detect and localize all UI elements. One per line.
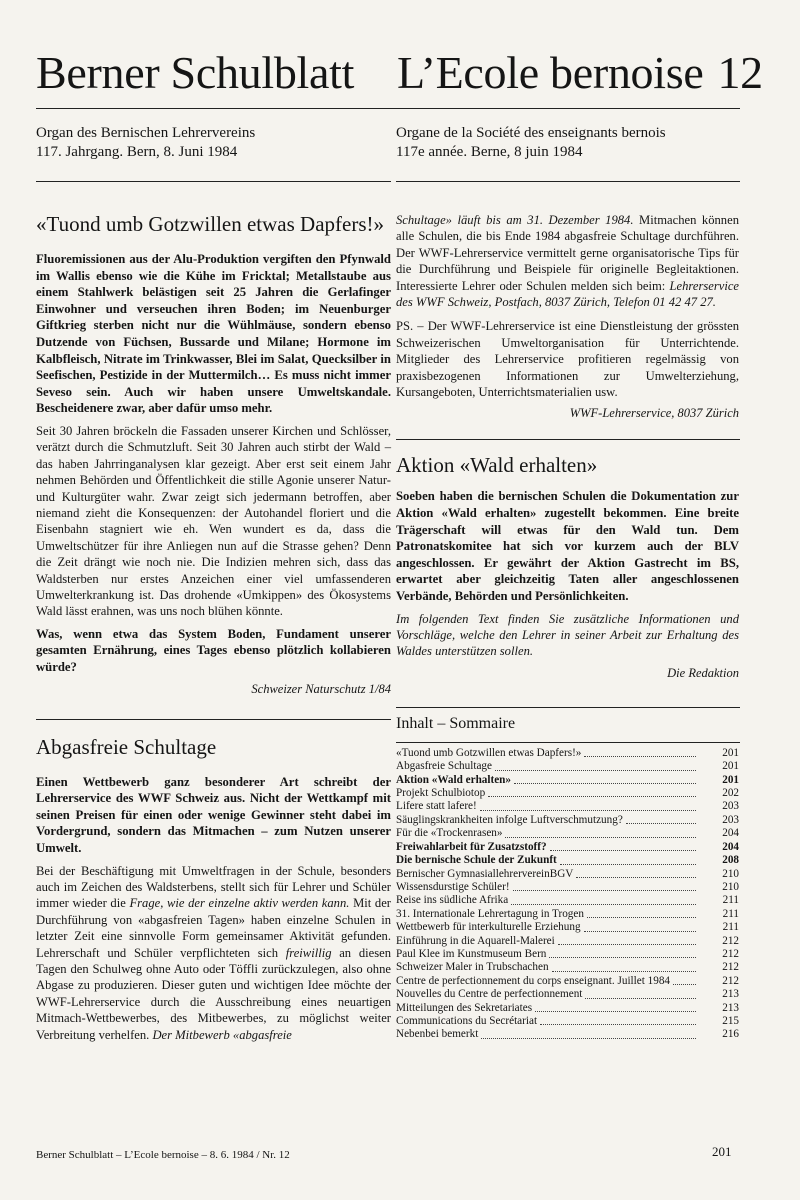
masthead-right: [397, 46, 763, 100]
toc-item-page: 204: [722, 840, 739, 853]
divider-right-1: [396, 439, 740, 440]
article-schultage-continued: [396, 212, 739, 310]
divider-right-2: [396, 707, 740, 708]
toc-item-label: 31. Internationale Lehrertagung in Trogen: [396, 907, 584, 920]
toc-dot-leader: [513, 881, 696, 891]
subtitle-right-line2: 117e année. Berne, 8 juin 1984: [396, 144, 583, 160]
toc-dot-leader: [558, 935, 696, 945]
toc-item: [396, 1002, 739, 1015]
body-text: Mitmachen können alle Schulen, die bis Ende 1984 abgasfreie Schultage durchführen. Der WWF-Lehrerservice vermittelt gerne organisatorische Tips für die Durchführung und Beispiele für originelle Begleitaktionen. Interessierte Lehrer oder Schulen melden sich beim:: [396, 213, 739, 293]
toc-item: [396, 975, 739, 988]
toc-item-page: 210: [722, 867, 739, 880]
masthead-rule: [36, 108, 740, 109]
toc-item-page: 203: [722, 800, 739, 813]
toc-item-label: Communications du Secrétariat: [396, 1014, 538, 1027]
toc-item: [396, 948, 739, 961]
toc-item: [396, 961, 739, 974]
toc-dot-leader: [673, 975, 696, 985]
toc-dot-leader: [584, 921, 696, 931]
toc-item: [396, 814, 739, 827]
toc-item-page: 211: [722, 921, 739, 934]
toc-item: [396, 908, 739, 921]
toc-item-page: 201: [722, 760, 739, 773]
toc-item: [396, 827, 739, 840]
toc-item: [396, 1015, 739, 1028]
toc-item-label: Schweizer Maler in Trubschachen: [396, 961, 549, 974]
toc-item: [396, 1028, 739, 1041]
body-text: Bei der Beschäftigung mit Umweltfragen in der Schule, besonders auch im Zeichen des Waldsterbens, stellt sich für Lehrer und Schüler immer wieder die: [36, 863, 391, 911]
toc-item-page: 213: [722, 1001, 739, 1014]
toc-item-label: Bernischer GymnasiallehrervereinBGV: [396, 867, 574, 880]
toc-item-page: 202: [722, 787, 739, 800]
toc-rule: [396, 742, 740, 743]
toc-dot-leader: [626, 814, 696, 824]
toc-item: [396, 894, 739, 907]
toc-item-page: 213: [722, 988, 739, 1001]
contact-address: Lehrerservice des WWF Schweiz, Postfach, 8037 Zürich, Telefon 01 42 47 27.: [396, 278, 740, 310]
article-wald-signature: Die Redaktion: [667, 665, 739, 680]
body-italic: Frage, wie der einzelne aktiv werden kann.: [129, 896, 350, 911]
toc-item-label: Nebenbei bemerkt: [396, 1028, 479, 1041]
toc-list: [396, 747, 739, 1042]
toc-item-page: 211: [722, 907, 739, 920]
toc-dot-leader: [550, 841, 696, 851]
toc-item-page: 212: [722, 961, 739, 974]
toc-item-page: 212: [722, 934, 739, 947]
toc-item: [396, 774, 739, 787]
article-schultage-body: [36, 863, 391, 1043]
footer-page-number: 201: [712, 1144, 732, 1159]
toc-item: [396, 868, 739, 881]
toc-item: [396, 881, 739, 894]
toc-item-label: Abgasfreie Schultage: [396, 760, 492, 773]
subtitle-left-line2: 117. Jahrgang. Bern, 8. Juni 1984: [36, 144, 238, 160]
right-column: [396, 212, 739, 1042]
masthead-right-title: L’Ecole bernoise: [397, 47, 704, 98]
toc-dot-leader: [480, 800, 696, 810]
toc-item-page: 203: [722, 813, 739, 826]
article-wald-note: Im folgenden Text finden Sie zusätzliche Informationen und Vorschläge, welche den Lehrer in seiner Arbeit zur Erhaltung des Waldes unterstützen sollen.: [396, 611, 739, 659]
toc-item: [396, 787, 739, 800]
toc-item-label: Reise ins südliche Afrika: [396, 894, 509, 907]
toc-dot-leader: [584, 747, 696, 757]
toc-item-page: 201: [722, 773, 739, 786]
subtitle-right-line1: Organe de la Société des enseignants bernois: [396, 125, 666, 141]
toc-item-label: Nouvelles du Centre de perfectionnement: [396, 988, 583, 1001]
toc-item-label: Paul Klee im Kunstmuseum Bern: [396, 947, 547, 960]
toc-title: Inhalt – Sommaire: [396, 714, 516, 732]
issue-number: 12: [717, 47, 763, 98]
article-schultage-ps: PS. – Der WWF-Lehrerservice ist eine Dienstleistung der grössten Schweizerischen Umweltorganisation für Unterrichtende. Mitglieder des Lehrerservice profitieren regelmässig von praxisbezogenen Informationen zur Umwelterziehung, Kursangeboten, Unterrichtsmaterialien usw.: [396, 319, 739, 400]
toc-item: [396, 988, 739, 1001]
toc-dot-leader: [505, 827, 696, 837]
toc-item-label: Für die «Trockenrasen»: [396, 827, 503, 840]
toc-item-label: Säuglingskrankheiten infolge Luftverschmutzung?: [396, 813, 623, 826]
toc-dot-leader: [481, 1028, 696, 1038]
masthead-left-title: Berner Schulblatt: [36, 47, 355, 98]
article-tuond-signature: Schweizer Naturschutz 1/84: [251, 681, 391, 696]
article-tuond-closing: Was, wenn etwa das System Boden, Fundament unserer gesamten Ernährung, eines Tages ebenso plötzlich kollabieren würde?: [36, 626, 391, 674]
toc-dot-leader: [495, 760, 696, 770]
article-tuond-body: Seit 30 Jahren bröckeln die Fassaden unserer Kirchen und Schlösser, verätzt durch die Schmutzluft. Seit 30 Jahren auch stirbt der Wald – das haben Jahrringanalysen klar gezeigt. Aber erst seit einem Jahr nehmen Behörden und Öffentlichkeit die stille Agonie unserer Natur- und Kulturgüter wahr. Zwar zeigt sich jedermann betroffen, aber niemand zieht die Konsequenzen: der Autohandel floriert und die Eisenbahn stagniert wie eh. Wen wundert es da, dass die Umweltschützer für ihre Anliegen nun auf die Strasse gehen? Denn die Zeit drängt wie noch nie. Die Indizien mehren sich, dass das Waldsterben nur erstes Anzeichen einer viel umfassenderen Umwelterkrankung ist. Das drohende «Umkippen» des Ökosystems Wald lässt erahnen, was uns noch blühen könnte.: [36, 423, 391, 619]
toc-item: [396, 854, 739, 867]
toc-item-label: Wettbewerb für interkulturelle Erziehung: [396, 921, 581, 934]
footer-left: Berner Schulblatt – L’Ecole bernoise – 8. 6. 1984 / Nr. 12: [36, 1149, 290, 1161]
toc-dot-leader: [540, 1015, 696, 1025]
toc-item-label: Freiwahlarbeit für Zusatzstoff?: [396, 840, 547, 853]
body-italic: Der Mitbewerb «abgasfreie: [152, 1027, 292, 1042]
toc-item-label: Lifere statt lafere!: [396, 800, 477, 813]
toc-item-page: 210: [722, 880, 739, 893]
toc-dot-leader: [585, 988, 696, 998]
subtitle-right: [396, 124, 666, 162]
toc-item-label: «Tuond umb Gotzwillen etwas Dapfers!»: [396, 746, 582, 759]
subtitle-left: [36, 124, 255, 162]
article-schultage-signature: WWF-Lehrerservice, 8037 Zürich: [569, 406, 739, 421]
toc-item-page: 212: [722, 974, 739, 987]
toc-dot-leader: [587, 908, 696, 918]
article-schultage-title: Abgasfreie Schultage: [36, 734, 217, 759]
body-italic: Schultage» läuft bis am 31. Dezember 1984.: [396, 213, 634, 227]
body-italic: freiwillig: [285, 945, 332, 960]
subtitle-rule-left: [36, 181, 391, 182]
toc-item-label: Einführung in die Aquarell-Malerei: [396, 934, 555, 947]
toc-item: [396, 800, 739, 813]
body-text: an diesen Tagen den Schulweg ohne Auto oder Töffli zurückzulegen, also ohne Abgase zu produzieren. Dieser guten und wichtigen Idee möchte der WWF-Lehrerservice durch die Ausschreibung eines neuartigen Mitmach-Wettbewerbes, des Mitbewerbes, zu möglichst weiter Verbreitung verhelfen.: [36, 945, 391, 1042]
toc-item-page: 208: [722, 854, 739, 867]
toc-item-page: 215: [722, 1014, 739, 1027]
toc-dot-leader: [488, 787, 696, 797]
toc-item-label: Aktion «Wald erhalten»: [396, 773, 511, 786]
article-wald-title: Aktion «Wald erhalten»: [396, 453, 598, 478]
subtitle-rule-right: [396, 181, 740, 182]
toc-dot-leader: [552, 961, 696, 971]
article-wald-lead: Soeben haben die bernischen Schulen die Dokumentation zur Aktion «Wald erhalten» zugestellt bekommen. Eine breite Trägerschaft will etwas für den Wald tun. Dem Patronatskomitee hat sich vor kurzem auch der BLV angeschlossen. Er gewährt der Aktion Gastrecht im BS, erwartet aber gleichzeitig Taten aller angeschlossenen Verbände, Behörden und Persönlichkeiten.: [396, 489, 739, 604]
toc-item-page: 201: [722, 746, 739, 759]
toc-item-page: 211: [722, 894, 739, 907]
toc-item-label: Projekt Schulbiotop: [396, 787, 486, 800]
toc-dot-leader: [514, 774, 696, 784]
article-schultage-lead: Einen Wettbewerb ganz besonderer Art schreibt der Lehrerservice des WWF Schweiz aus. Nicht der Wettkampf mit seinen Preisen für einen oder wenige Gewinner steht dabei im Vordergrund, sondern das Mitmachen – zum Nutzen unserer Umwelt.: [36, 774, 391, 855]
subtitle-left-line1: Organ des Bernischen Lehrervereins: [36, 125, 256, 141]
left-column: [36, 199, 391, 1049]
toc-dot-leader: [511, 894, 696, 904]
toc-item-label: Wissensdurstige Schüler!: [396, 880, 510, 893]
toc-dot-leader: [560, 854, 696, 864]
toc-item-label: Die bernische Schule der Zukunft: [396, 854, 557, 867]
toc-item-page: 216: [722, 1028, 739, 1041]
toc-dot-leader: [576, 868, 696, 878]
divider-left: [36, 719, 391, 720]
toc-item: [396, 747, 739, 760]
toc-dot-leader: [535, 1002, 696, 1012]
body-text: Mit der Durchführung von «abgasfreien Tagen» haben einzelne Schulen in letzter Zeit eine sinnvolle Form gemeinsamer Aktivität gefunden. Lehrerschaft und Schüler verpflichteten sich: [36, 896, 391, 960]
toc-item-page: 204: [722, 827, 739, 840]
toc-item: [396, 935, 739, 948]
toc-item: [396, 921, 739, 934]
article-tuond-title: «Tuond umb Gotzwillen etwas Dapfers!»: [36, 212, 385, 236]
toc-item: [396, 760, 739, 773]
toc-item-label: Centre de perfectionnement du corps enseignant. Juillet 1984: [396, 974, 671, 987]
toc-dot-leader: [549, 948, 696, 958]
toc-item-page: 212: [722, 947, 739, 960]
toc-item: [396, 841, 739, 854]
toc-item-label: Mitteilungen des Sekretariates: [396, 1001, 533, 1014]
article-tuond-lead: Fluoremissionen aus der Alu-Produktion vergiften den Pfynwald im Wallis ebenso wie die Kühe im Fricktal; Metallstaube aus einem Stahlwerk belästigen seit 25 Jahren die Gerlafinger Einwohner und verseuchen ihren Boden; im Neuenburger Giftkrieg sterben nicht nur die Wühlmäuse, sondern ebenso Dutzende von Füchsen, Bussarde und Milane; Hormone im Kalbfleisch, Nitrate im Trinkwasser, Blei im Salat, Quecksilber in Seefischen, Pestizide in der Muttermilch… Es muss nicht immer Seveso sein. Auch wir haben unsere Umweltskandale. Bescheidenere zwar, aber dafür umso mehr.: [36, 252, 391, 416]
